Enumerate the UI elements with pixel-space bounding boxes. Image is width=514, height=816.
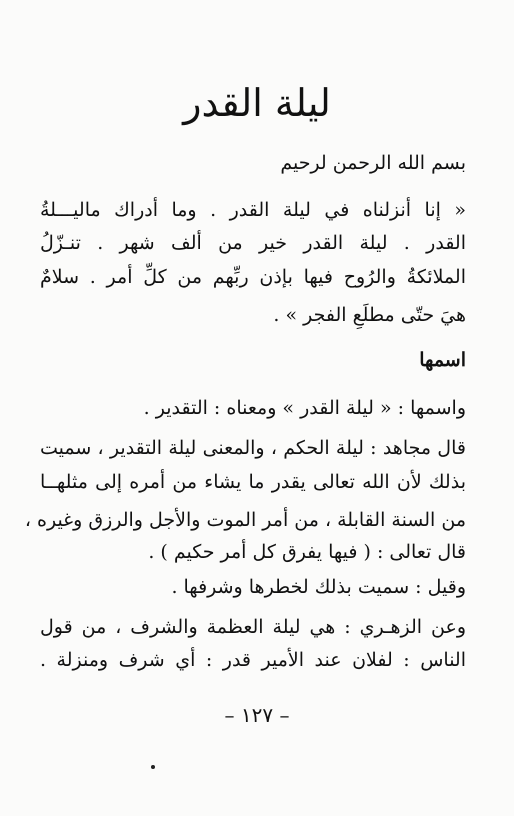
chapter-title: ليلة القدر: [183, 81, 331, 125]
section-heading: اسمها: [419, 349, 466, 371]
body-line-1: واسمها : « ليلة القدر » ومعناه : التقدير .: [143, 397, 466, 419]
quran-line-4: هيَ حتّى مطلَعِ الفجر » .: [273, 304, 466, 326]
quran-line-1: « إنا أنزلناه في ليلة القدر . وما أدراك ماليـــلةُ: [40, 199, 466, 221]
quran-line-3: الملائكةُ والرُوح فيها بإذن ربِّهم من كلِّ أمر . سلامٌ: [40, 266, 466, 288]
print-speck: [151, 765, 155, 769]
page-number: – ١٢٧ –: [224, 703, 290, 727]
body-line-6: وقيل : سميت بذلك لخطرها وشرفها .: [171, 576, 466, 598]
body-line-2: قال مجاهد : ليلة الحكم ، والمعنى ليلة التقدير ، سميت: [40, 437, 466, 459]
quran-line-2: القدر . ليلة القدر خير من ألف شهر . تنـزّلُ: [40, 232, 466, 254]
body-line-8: الناس : لفلان عند الأمير قدر : أي شرف ومنزلة .: [40, 649, 466, 671]
basmala: بسم الله الرحمن لرحيم: [280, 152, 466, 174]
body-line-3: بذلك لأن الله تعالى يقدر ما يشاء من أمره إلى مثلهــا: [40, 471, 466, 493]
body-line-5: قال تعالى : ( فيها يفرق كل أمر حكيم ) .: [148, 541, 466, 563]
body-line-7: وعن الزهـري : هي ليلة العظمة والشرف ، من قول: [40, 616, 466, 638]
body-line-4: من السنة القابلة ، من أمر الموت والأجل والرزق وغيره ،: [24, 509, 466, 531]
